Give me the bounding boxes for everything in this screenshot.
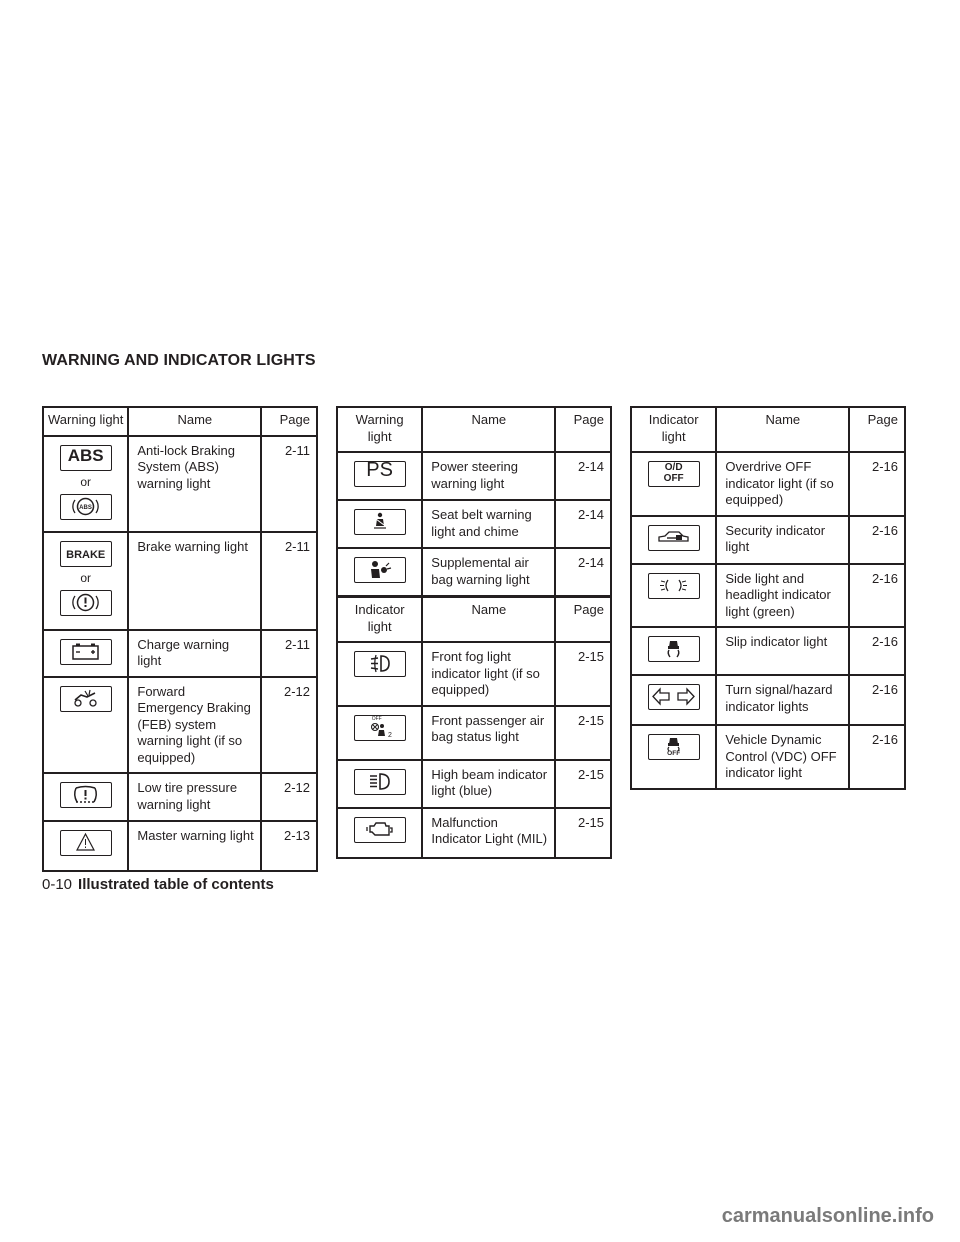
or-label: or <box>80 570 92 585</box>
svg-text:ABS: ABS <box>78 505 92 511</box>
indicator-lights-table-1 <box>336 596 612 859</box>
warning-lights-table-2 <box>336 406 612 597</box>
table-row <box>631 675 905 725</box>
vdc-off-icon: OFF <box>648 734 700 760</box>
table-row <box>631 452 905 516</box>
row-page: 2-11 <box>261 436 317 532</box>
header-page: Page <box>261 407 317 436</box>
row-name: Vehicle Dynamic Control (VDC) OFF indicator light <box>716 725 849 789</box>
table-row <box>337 548 611 596</box>
slip-icon <box>648 636 700 662</box>
row-page: 2-16 <box>849 725 905 789</box>
table-row <box>631 564 905 628</box>
row-page: 2-14 <box>555 452 611 500</box>
row-name: Low tire pressure warning light <box>128 773 261 821</box>
header-name: Name <box>422 597 555 642</box>
engine-icon <box>354 817 406 843</box>
indicator-lights-table-2 <box>630 406 906 790</box>
row-name: Overdrive OFF indicator light (if so equipped) <box>716 452 849 516</box>
row-page: 2-16 <box>849 564 905 628</box>
row-name: Anti-lock Braking System (ABS) warning light <box>128 436 261 532</box>
table-header <box>337 597 611 642</box>
row-name: Supplemental air bag warning light <box>422 548 555 596</box>
row-name: Turn signal/hazard indicator lights <box>716 675 849 725</box>
row-name: Charge warning light <box>128 630 261 677</box>
row-page: 2-14 <box>555 548 611 596</box>
table-row <box>631 627 905 675</box>
row-page: 2-11 <box>261 532 317 630</box>
row-page: 2-15 <box>555 706 611 760</box>
table-row <box>337 760 611 808</box>
overdrive-off-icon: O/D OFF <box>648 461 700 487</box>
svg-text:2: 2 <box>387 731 392 739</box>
row-name: Power steering warning light <box>422 452 555 500</box>
row-name: Security indicator light <box>716 516 849 564</box>
table-row <box>43 773 317 821</box>
header-name: Name <box>716 407 849 452</box>
table-row <box>43 532 317 630</box>
master-warning-icon <box>60 830 112 856</box>
table-row <box>43 677 317 774</box>
table-row <box>43 630 317 677</box>
header-page: Page <box>555 597 611 642</box>
row-page: 2-15 <box>555 808 611 858</box>
high-beam-icon <box>354 769 406 795</box>
or-label: or <box>80 474 92 489</box>
header-icon: Indicator light <box>337 597 422 642</box>
row-name: Front passenger air bag status light <box>422 706 555 760</box>
header-icon: Warning light <box>337 407 422 452</box>
tire-pressure-icon <box>60 782 112 808</box>
row-page: 2-14 <box>555 500 611 548</box>
row-name: Slip indicator light <box>716 627 849 675</box>
seat-belt-icon <box>354 509 406 535</box>
header-page: Page <box>555 407 611 452</box>
header-icon: Indicator light <box>631 407 716 452</box>
feb-icon <box>60 686 112 712</box>
table-row <box>337 642 611 706</box>
page-footer <box>42 876 274 893</box>
front-fog-icon <box>354 651 406 677</box>
table-header <box>337 407 611 452</box>
table-row <box>337 452 611 500</box>
header-icon: Warning light <box>43 407 128 436</box>
power-steering-icon: PS <box>354 461 406 487</box>
table-row <box>337 500 611 548</box>
turn-signal-icon <box>648 684 700 710</box>
watermark: carmanualsonline.info <box>721 1205 934 1227</box>
battery-icon <box>60 639 112 665</box>
table-header <box>43 407 317 436</box>
header-name: Name <box>422 407 555 452</box>
header-page: Page <box>849 407 905 452</box>
row-name: Front fog light indicator light (if so equipped) <box>422 642 555 706</box>
row-page: 2-11 <box>261 630 317 677</box>
row-name: Master warning light <box>128 821 261 871</box>
footer-section-title: Illustrated table of contents <box>78 876 274 893</box>
row-name: Seat belt warning light and chime <box>422 500 555 548</box>
side-light-icon <box>648 573 700 599</box>
row-name: Forward Emergency Braking (FEB) system warning light (if so equipped) <box>128 677 261 774</box>
security-car-icon <box>648 525 700 551</box>
table-row <box>43 821 317 871</box>
airbag-icon <box>354 557 406 583</box>
row-page: 2-16 <box>849 516 905 564</box>
table-row <box>337 706 611 760</box>
header-name: Name <box>128 407 261 436</box>
page-number: 0-10 <box>42 876 73 893</box>
row-name: Brake warning light <box>128 532 261 630</box>
abs-circle-icon <box>60 494 112 520</box>
abs-icon: ABS <box>60 445 112 471</box>
warning-lights-table-1 <box>42 406 318 872</box>
row-page: 2-12 <box>261 677 317 774</box>
row-page: 2-16 <box>849 452 905 516</box>
row-page: 2-15 <box>555 760 611 808</box>
row-name: Malfunction Indicator Light (MIL) <box>422 808 555 858</box>
table-header <box>631 407 905 452</box>
row-page: 2-16 <box>849 627 905 675</box>
table-row <box>631 516 905 564</box>
table-row <box>43 436 317 532</box>
row-name: High beam indicator light (blue) <box>422 760 555 808</box>
brake-circle-icon <box>60 590 112 616</box>
row-page: 2-15 <box>555 642 611 706</box>
brake-icon: BRAKE <box>60 541 112 567</box>
table-row <box>631 725 905 789</box>
row-page: 2-12 <box>261 773 317 821</box>
row-name: Side light and headlight indicator light (green) <box>716 564 849 628</box>
section-title: WARNING AND INDICATOR LIGHTS <box>42 352 316 369</box>
row-page: 2-16 <box>849 675 905 725</box>
row-page: 2-13 <box>261 821 317 871</box>
table-row <box>337 808 611 858</box>
passenger-airbag-icon: OFF 2 <box>354 715 406 741</box>
